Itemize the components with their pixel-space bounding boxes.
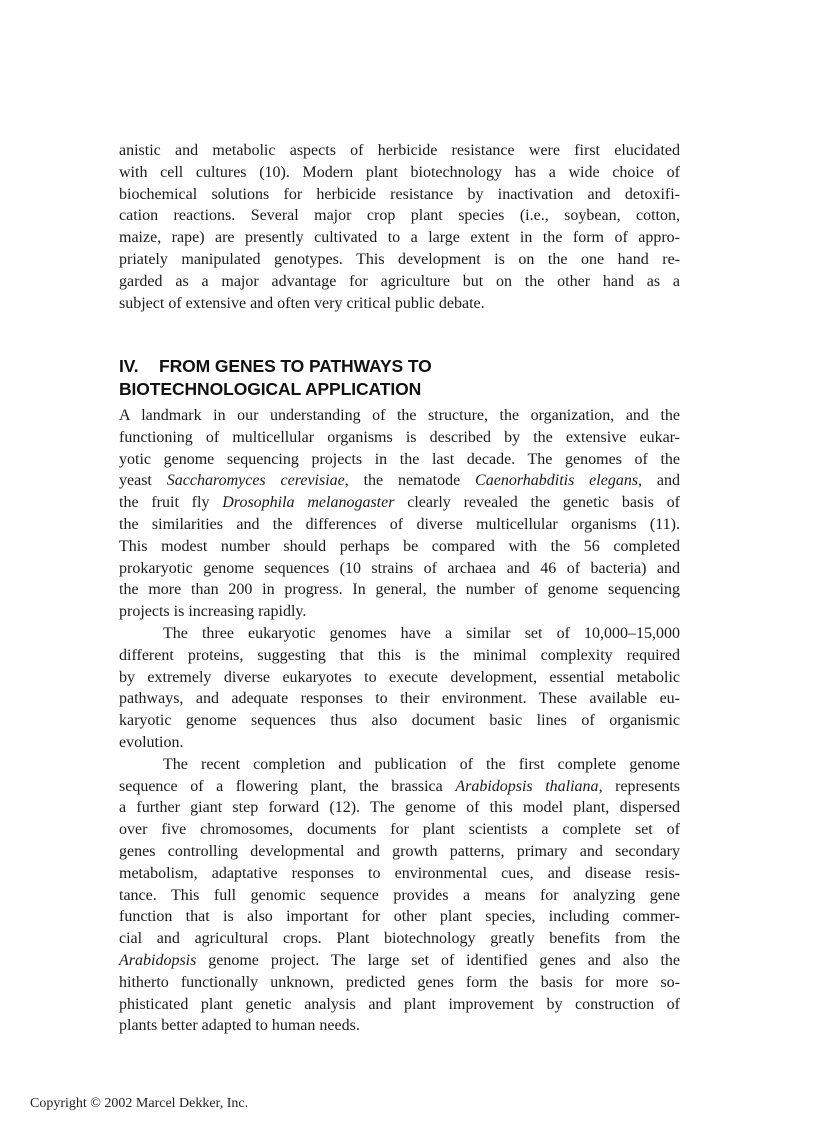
text-line: tance. This full genomic sequence provides a means for analyzing gene [119, 886, 680, 904]
text-run: yeast [119, 472, 167, 490]
text-line: plants better adapted to human needs. [119, 1017, 360, 1035]
text-line [119, 470, 680, 492]
text-line [119, 950, 680, 972]
species-name: Caenorhabditis elegans [475, 472, 639, 490]
text-line: with cell cultures (10). Modern plant biotechnology has a wide choice of [119, 163, 680, 181]
text-line: A landmark in our understanding of the structure, the organization, and the [119, 407, 680, 424]
text-line: yotic genome sequencing projects in the last decade. The genomes of the [119, 450, 680, 468]
intro-paragraph [119, 140, 680, 314]
text-line: hitherto functionally unknown, predicted genes form the basis for more so- [119, 973, 680, 991]
section-body [119, 405, 680, 1037]
species-name: Arabidopsis thaliana [455, 777, 599, 795]
text-run: , represents [598, 777, 680, 795]
section-title-part-2: BIOTECHNOLOGICAL APPLICATION [119, 379, 422, 399]
text-line: priately manipulated genotypes. This development is on the one hand re- [119, 250, 680, 268]
text-run: clearly revealed the genetic basis of [394, 494, 680, 512]
text-line: anistic and metabolic aspects of herbicide resistance were first elucidated [119, 142, 680, 159]
text-line: different proteins, suggesting that this is the minimal complexity required [119, 646, 680, 664]
text-line: subject of extensive and often very critical public debate. [119, 294, 485, 312]
section-heading-line-1 [119, 355, 680, 378]
text-run: genome project. The large set of identified genes and also the [196, 951, 680, 969]
species-name: Drosophila melanogaster [222, 494, 395, 512]
text-line: karyotic genome sequences thus also document basic lines of organismic [119, 712, 680, 730]
text-line: metabolism, adaptative responses to environmental cues, and disease resis- [119, 864, 680, 882]
section-heading [119, 355, 680, 401]
text-line: The recent completion and publication of the first complete genome [163, 755, 680, 773]
text-line: the similarities and the differences of diverse multicellular organisms (11). [119, 515, 680, 533]
text-line: evolution. [119, 733, 184, 751]
text-line: projects is increasing rapidly. [119, 603, 307, 621]
text-line: over five chromosomes, documents for plant scientists a complete set of [119, 821, 680, 839]
text-line: The three eukaryotic genomes have a similar set of 10,000–15,000 [163, 624, 680, 642]
text-line: a further giant step forward (12). The genome of this model plant, dispersed [119, 799, 680, 817]
text-run: , and [638, 472, 680, 490]
text-run: , the nematode [344, 472, 476, 490]
text-run: sequence of a flowering plant, the brassica [119, 777, 456, 795]
text-run: the fruit fly [119, 494, 223, 512]
text-line: prokaryotic genome sequences (10 strains of archaea and 46 of bacteria) and [119, 559, 680, 577]
section-title-part-1: FROM GENES TO PATHWAYS TO [159, 356, 432, 376]
text-line: cation reactions. Several major crop plant species (i.e., soybean, cotton, [119, 207, 680, 225]
text-line: pathways, and adequate responses to their environment. These available eu- [119, 690, 680, 708]
section-number: IV. [119, 356, 139, 376]
text-line: genes controlling developmental and growth patterns, primary and secondary [119, 842, 680, 860]
species-name: Saccharomyces cerevisiae [166, 472, 345, 490]
text-line: biochemical solutions for herbicide resistance by inactivation and detoxifi- [119, 185, 680, 203]
species-name: Arabidopsis [119, 951, 197, 969]
text-line: This modest number should perhaps be compared with the 56 completed [119, 537, 680, 555]
text-line: garded as a major advantage for agriculture but on the other hand as a [119, 272, 680, 290]
text-line: maize, rape) are presently cultivated to a large extent in the form of appro- [119, 229, 680, 247]
text-line: function that is also important for other plant species, including commer- [119, 908, 680, 926]
text-line: cial and agricultural crops. Plant biotechnology greatly benefits from the [119, 930, 680, 948]
text-line: phisticated plant genetic analysis and plant improvement by construction of [119, 995, 680, 1013]
text-line: the more than 200 in progress. In general, the number of genome sequencing [119, 581, 680, 599]
text-line [119, 492, 680, 514]
copyright-footer: Copyright © 2002 Marcel Dekker, Inc. [30, 1096, 249, 1111]
text-line: by extremely diverse eukaryotes to execute development, essential metabolic [119, 668, 680, 686]
text-line: functioning of multicellular organisms is described by the extensive eukar- [119, 428, 680, 446]
text-line [119, 776, 680, 798]
